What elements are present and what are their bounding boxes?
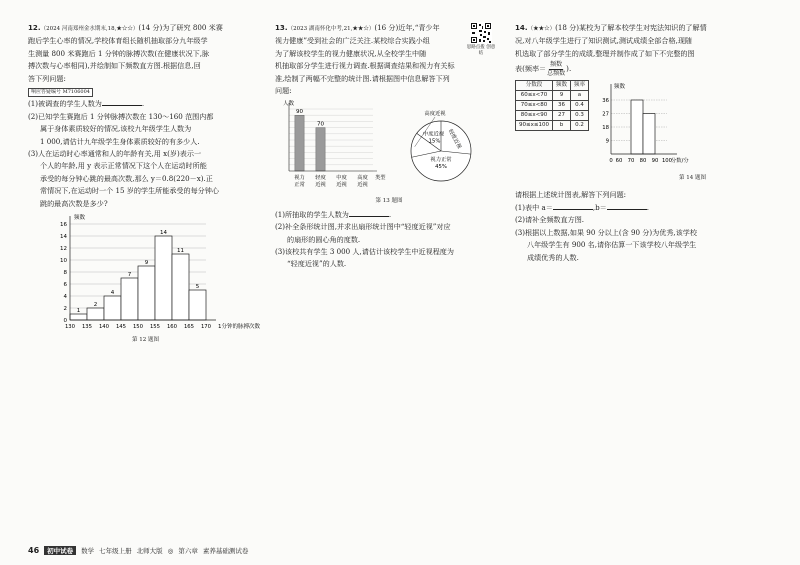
table-cell: 80≤x<90 [516, 111, 553, 121]
y-tick-label: 18 [602, 125, 609, 132]
histogram-bar [121, 278, 138, 320]
table-cell: 90≤x≤100 [516, 121, 553, 131]
table-cell: 36 [552, 101, 570, 111]
answer-code-tag: 响应答疑编号 M7106004 [28, 88, 93, 97]
x-tick-label: 140 [98, 324, 110, 331]
question-text: 准,绘制了两幅不完整的统计图.请根据图中信息解答下列 [275, 73, 450, 83]
histogram-bar [172, 254, 189, 320]
y-tick-label: 6 [63, 282, 67, 289]
question-text: 机选取了部分学生的成绩,整理并制作成了如下不完整的图 [515, 48, 695, 58]
table-header: 分数段 [516, 81, 553, 91]
sub-question-3: 个人的年龄,用 y 表示正常情况下这个人在运动时所能 [40, 161, 207, 171]
table-cell: 60≤x<70 [516, 91, 553, 101]
x-tick-label: 中度 [336, 175, 347, 182]
histogram-bar [104, 296, 121, 320]
question-text: 机抽取部分学生进行视力调查.根据调查结果和视力有关标 [275, 61, 455, 71]
data-label: 2 [93, 302, 98, 309]
sub-question-3: (3)该校共有学生 3 000 人,请估计该校学生中近视程度为 [275, 247, 454, 257]
pie-label: 高度近视 [424, 111, 446, 118]
x-tick-label: 正常 [294, 182, 305, 189]
x-tick-label: 视力 [294, 175, 305, 182]
pie-value-label: 45% [435, 164, 447, 171]
table-header-row [516, 81, 589, 91]
qr-caption: 思路点拨 创意结 [466, 45, 496, 56]
question-12 [28, 22, 263, 347]
pie-label: 视力正常 [430, 157, 452, 164]
table-cell: 9 [552, 91, 570, 101]
x-tick-label: 155 [149, 324, 161, 331]
x-tick-label: 近视 [336, 182, 347, 189]
data-label: 9 [144, 260, 149, 267]
x-axis-label: 1分钟的脉搏次数 [218, 324, 260, 331]
table-cell: 27 [552, 111, 570, 121]
y-tick-label: 9 [605, 138, 609, 145]
data-label: 90 [296, 109, 303, 116]
y-tick-label: 16 [60, 222, 67, 229]
footer-edition: 北师大版 [136, 547, 163, 555]
formula-fraction [547, 61, 565, 78]
q12-histogram-chart [28, 212, 263, 334]
table-row [516, 121, 589, 131]
table-row [516, 111, 589, 121]
x-tick-label: 145 [115, 324, 127, 331]
table-cell: b [552, 121, 570, 131]
formula-numerator: 频数 [550, 60, 563, 68]
sub-question-2: (2)已知学生赛跑后 1 分钟脉搏次数在 130～160 范围内都 [28, 111, 214, 121]
sub-question-3: 承受的每分钟心跳的最高次数,那么 y＝0.8(220－x).正 [40, 173, 213, 183]
bar [316, 128, 325, 171]
sub-question-3: 八年级学生有 900 名,请你估算一下该学校八年级学生 [527, 240, 697, 250]
y-tick-label: 12 [60, 246, 67, 253]
qr-code-icon [470, 22, 492, 44]
question-13 [275, 22, 503, 271]
table-cell: 70≤x<80 [516, 101, 553, 111]
histogram-bar [138, 266, 155, 320]
pie-value-label: 15% [428, 138, 441, 145]
formula-denominator: 总频数 [547, 69, 566, 77]
x-tick-label: 轻度 [315, 175, 326, 182]
question-text: 某校为了解本校学生对宪法知识的了解情 [579, 23, 707, 32]
y-tick-label: 8 [63, 270, 67, 277]
footer-grade: 七年级上册 [99, 547, 132, 555]
question-score: (16 分) [374, 23, 399, 32]
question-text: 答下列问题: [28, 73, 66, 83]
question-text: 近年,“青少年 [398, 23, 440, 32]
page-footer [28, 546, 248, 555]
figure-caption: 第 13 题图 [375, 198, 403, 205]
pie-label: 中度近视 [422, 131, 445, 138]
sub-question-2: (2)请补全频数直方图. [515, 215, 585, 225]
sub-question-2: 属于身体素质较好的情况,该校九年级学生人数为 [40, 124, 192, 134]
question-source: （★★☆） [527, 26, 556, 32]
sub-question-1: ,b＝ [592, 203, 607, 213]
x-tick-label: 近视 [315, 182, 326, 189]
data-label: 14 [160, 230, 167, 237]
bullet-icon: ◎ [167, 546, 174, 555]
figure-caption: 第 12 题图 [132, 337, 159, 344]
x-tick-label: 160 [166, 324, 178, 331]
figure-caption: 第 14 题图 [679, 175, 706, 182]
question-score: (18 分) [555, 23, 580, 32]
pie-label: 轻度近视 [446, 128, 463, 151]
data-label: 11 [177, 248, 184, 255]
question-prompt: 请根据上述统计图表,解答下列问题: [515, 189, 627, 199]
x-axis-label: 类型 [375, 175, 386, 182]
table-row [516, 101, 589, 111]
punctuation: . [646, 203, 649, 213]
sub-question-2: 1 000,请估计九年级学生身体素质较好的有多少人. [40, 136, 200, 146]
data-label: 70 [317, 122, 324, 129]
y-tick-label: 36 [602, 98, 609, 105]
question-text: 为了研究 800 米赛 [162, 23, 223, 32]
y-tick-label: 2 [63, 306, 67, 313]
question-source: （2023 湖南怀化中考,21,★★☆） [287, 26, 375, 32]
sub-question-3: (3)根据以上数据,如果 90 分以上(含 90 分)为优秀,该学校 [515, 227, 697, 237]
x-tick-label: 100 [661, 158, 673, 165]
q13-bar-chart [275, 99, 393, 195]
x-tick-label: 135 [81, 324, 93, 331]
x-tick-label: 高度 [357, 175, 368, 182]
sub-question-1: (1)被调查的学生人数为 [28, 99, 102, 109]
question-number: 14. [515, 23, 528, 32]
x-axis-label: 分数/分 [671, 158, 689, 165]
y-tick-label: 4 [63, 294, 67, 301]
y-tick-label: 10 [60, 258, 67, 265]
sub-question-3: 常情况下,在运动时一个 15 岁的学生所能承受的每分钟心 [40, 186, 219, 196]
x-tick-label: 0 [609, 158, 613, 165]
histogram-bar [631, 100, 643, 154]
data-label: 5 [195, 284, 200, 291]
table-cell: a [570, 91, 588, 101]
formula-suffix: ). [566, 64, 572, 74]
bar [295, 116, 304, 172]
punctuation: . [388, 209, 392, 219]
x-tick-label: 90 [651, 158, 659, 165]
question-score: (14 分) [138, 23, 163, 32]
x-tick-label: 150 [132, 324, 144, 331]
data-label: 7 [127, 272, 132, 279]
histogram-bar [70, 314, 87, 320]
x-tick-label: 60 [615, 158, 623, 165]
question-source: （2024 河南郑州金水期末,18,★☆☆） [40, 26, 139, 32]
table-cell: 0.3 [570, 111, 588, 121]
series-badge: 初中试卷 [44, 546, 76, 555]
footer-test-name: 素养基础测试卷 [202, 547, 249, 555]
punctuation: . [141, 99, 145, 109]
x-tick-label: 80 [639, 158, 647, 165]
sub-question-1: (1)所抽取的学生人数为 [275, 209, 349, 219]
sub-question-3: 跳的最高次数是多少? [40, 198, 108, 208]
x-tick-label: 130 [64, 324, 76, 331]
x-tick-label: 近视 [357, 182, 368, 189]
table-cell: 0.2 [570, 121, 588, 131]
y-axis-label: 频数 [74, 215, 86, 222]
question-text: 跑后学生心率的情况,学校体育组长随机抽取部分九年级学 [28, 36, 208, 46]
table-cell: 0.4 [570, 101, 588, 111]
answer-blank-b[interactable] [607, 201, 649, 213]
question-text: 视力健康”受到社会的广泛关注.某校综合实践小组 [275, 36, 430, 46]
histogram-bar [155, 236, 172, 320]
answer-blank[interactable] [349, 208, 392, 219]
question-number: 13. [275, 23, 288, 32]
question-text: 生测量 800 米赛跑后 1 分钟的脉搏次数(在健康状况下,脉 [28, 48, 210, 58]
x-tick-label: 165 [183, 324, 195, 331]
sub-question-3: (3)人在运动时心率通常和人的年龄有关,用 x(岁)表示一 [28, 149, 202, 159]
question-number: 12. [28, 23, 41, 32]
q13-pie-chart [393, 99, 498, 195]
histogram-bar [189, 290, 206, 320]
answer-blank-a[interactable] [553, 201, 593, 210]
table-header: 频率 [570, 81, 588, 91]
question-text: 搏次数与心率相同),并绘制如下频数直方图.根据信息,回 [28, 61, 201, 71]
frequency-formula [515, 60, 750, 78]
y-tick-label: 27 [602, 111, 609, 118]
q14-histogram-chart [597, 80, 717, 172]
frequency-table [515, 80, 589, 131]
y-axis-label: 人数 [283, 101, 295, 108]
x-tick-label: 70 [627, 158, 635, 165]
y-axis-label: 频数 [614, 84, 626, 91]
question-14 [515, 22, 750, 264]
sub-question-3: “轻度近视”的人数. [287, 259, 347, 269]
question-text: 问题: [275, 86, 292, 96]
question-text: 为了解该校学生的视力健康状况,从全校学生中随 [275, 48, 427, 58]
page-number: 46 [28, 546, 40, 555]
footer-subject: 数学 [81, 547, 95, 555]
sub-question-3: 成绩优秀的人数. [527, 252, 579, 262]
histogram-bar [643, 114, 655, 155]
y-tick-label: 0 [63, 318, 67, 325]
data-label: 1 [76, 308, 81, 315]
formula-prefix: (频率＝ [522, 64, 547, 74]
question-text: 况,对八年级学生进行了知识测试,测试成绩全部合格,现随 [515, 36, 693, 46]
sub-question-1: (1)表中 a＝ [515, 203, 553, 213]
formula-lead: 表 [515, 64, 523, 74]
answer-blank[interactable] [102, 97, 145, 109]
y-tick-label: 14 [60, 234, 67, 241]
sub-question-2: 的扇形的圆心角的度数. [287, 234, 361, 244]
x-tick-label: 170 [200, 324, 212, 331]
footer-chapter: 第六章 [178, 547, 198, 555]
table-row [516, 91, 589, 101]
table-header: 频数 [552, 81, 570, 91]
sub-question-2: (2)补全条形统计图,并求出扇形统计图中“轻度近视”对应 [275, 222, 451, 232]
histogram-bar [87, 308, 104, 320]
data-label: 4 [110, 290, 115, 297]
